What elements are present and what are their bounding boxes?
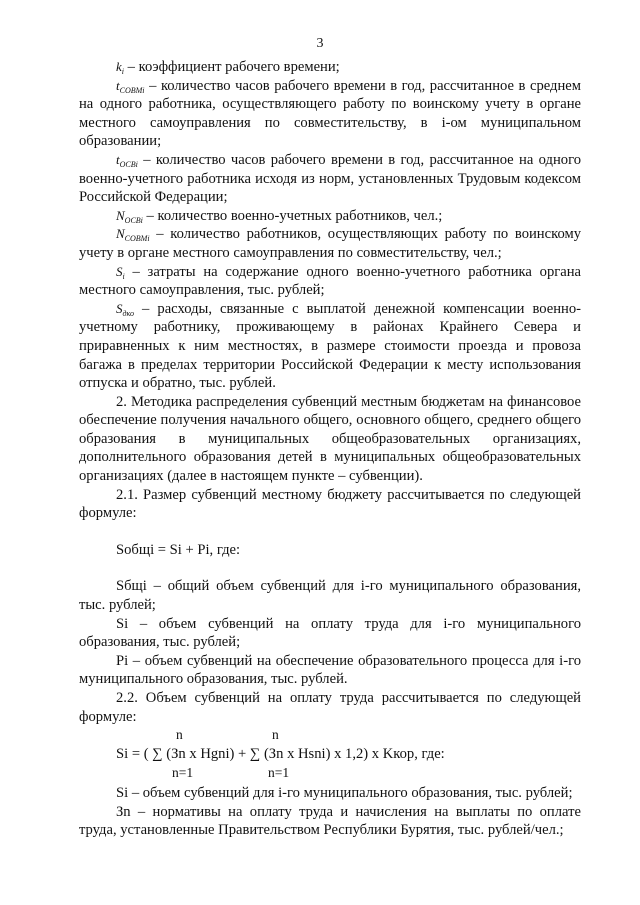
definition-s-dko: $S_{дко}$ – расходы, связанные с выплатой денежной компенсации военно-учетному работнику, проживающему в районах Крайнего Севера и приравненных к ним местностях, в размере стоимости проезда и провоза багажа в пределах территории Российской Федерации к месту использования отпуска и обратно, тыс. рублей.: [79, 300, 581, 392]
sum-upper-limit-2: n: [272, 727, 279, 743]
definition-sbshi: Sбщi – общий объем субвенций для i-го муниципального образования, тыс. рублей;: [79, 578, 581, 614]
definition-k: $k_i$ – коэффициент рабочего времени;: [116, 59, 340, 76]
section-2-2-paragraph: 2.2. Объем субвенций на оплату труда рассчитывается по следующей формуле:: [79, 690, 581, 725]
formula-total-subvention: Sобщi = Si + Pi, где:: [116, 541, 241, 558]
spacer: [79, 523, 581, 541]
page-number: 3: [316, 36, 324, 51]
definition-si-2: Si – объем субвенций для i-го муниципального образования, тыс. рублей;: [116, 785, 573, 802]
section-2-1-paragraph: 2.1. Размер субвенций местному бюджету рассчитывается по следующей формуле:: [79, 486, 581, 522]
definition-s-i: $S_i$ – затраты на содержание одного военно-учетного работника органа местного самоуправления, тыс. рублей;: [79, 263, 581, 299]
sum-lower-limit-2: n=1: [268, 765, 290, 781]
document-body: [79, 58, 581, 840]
definition-n-osv: $N_{ОСВi}$ – количество военно-учетных работников, чел.;: [116, 207, 443, 225]
formula-expression: Si = ( ∑ (Зn x Hgni) + ∑ (Зn x Hsni) x 1,2) x Kкор, где:: [116, 746, 445, 763]
definition-t-osv: $t_{ОСВi}$ – количество часов рабочего времени в год, рассчитанное на одного военно-учетного работника исходя из норм, установленных Трудовым кодексом Российской Федерации;: [79, 151, 581, 206]
definition-si: Si – объем субвенций на оплату труда для i-го муниципального образования, тыс. рублей;: [79, 615, 581, 651]
sum-upper-limit-1: n: [176, 727, 183, 743]
definition-t-sovm: $t_{СОВМi}$ – количество часов рабочего времени в год, рассчитанное в среднем на одного работника, осуществляющего работу по воинскому учету в органе местного самоуправления по совместительству, в i-ом муниципальном образовании;: [79, 77, 581, 150]
definition-n-sovm: $N_{СОВМi}$ – количество работников, осуществляющих работу по воинскому учету в органе местного самоуправления по совместительству, чел.;: [79, 226, 581, 261]
section-2-paragraph: 2. Методика распределения субвенций местным бюджетам на финансовое обеспечение получения начального общего, основного общего, среднего общего образования в муниципальных общеобразовательных организациях, дополнительного образования детей в муниципальных общеобразовательных организациях (далее в настоящем пункте – субвенции).: [79, 393, 581, 485]
sum-lower-limit-1: n=1: [172, 765, 194, 781]
definition-zn: Зn – нормативы на оплату труда и начисления на выплаты по оплате труда, установленные Правительством Республики Бурятия, тыс. рублей/чел.;: [79, 803, 581, 839]
definition-pi: Pi – объем субвенций на обеспечение образовательного процесса для i-го муниципального образования, тыс. рублей.: [79, 652, 581, 688]
formula-labor-subvention: [79, 726, 581, 784]
spacer: [79, 559, 581, 577]
